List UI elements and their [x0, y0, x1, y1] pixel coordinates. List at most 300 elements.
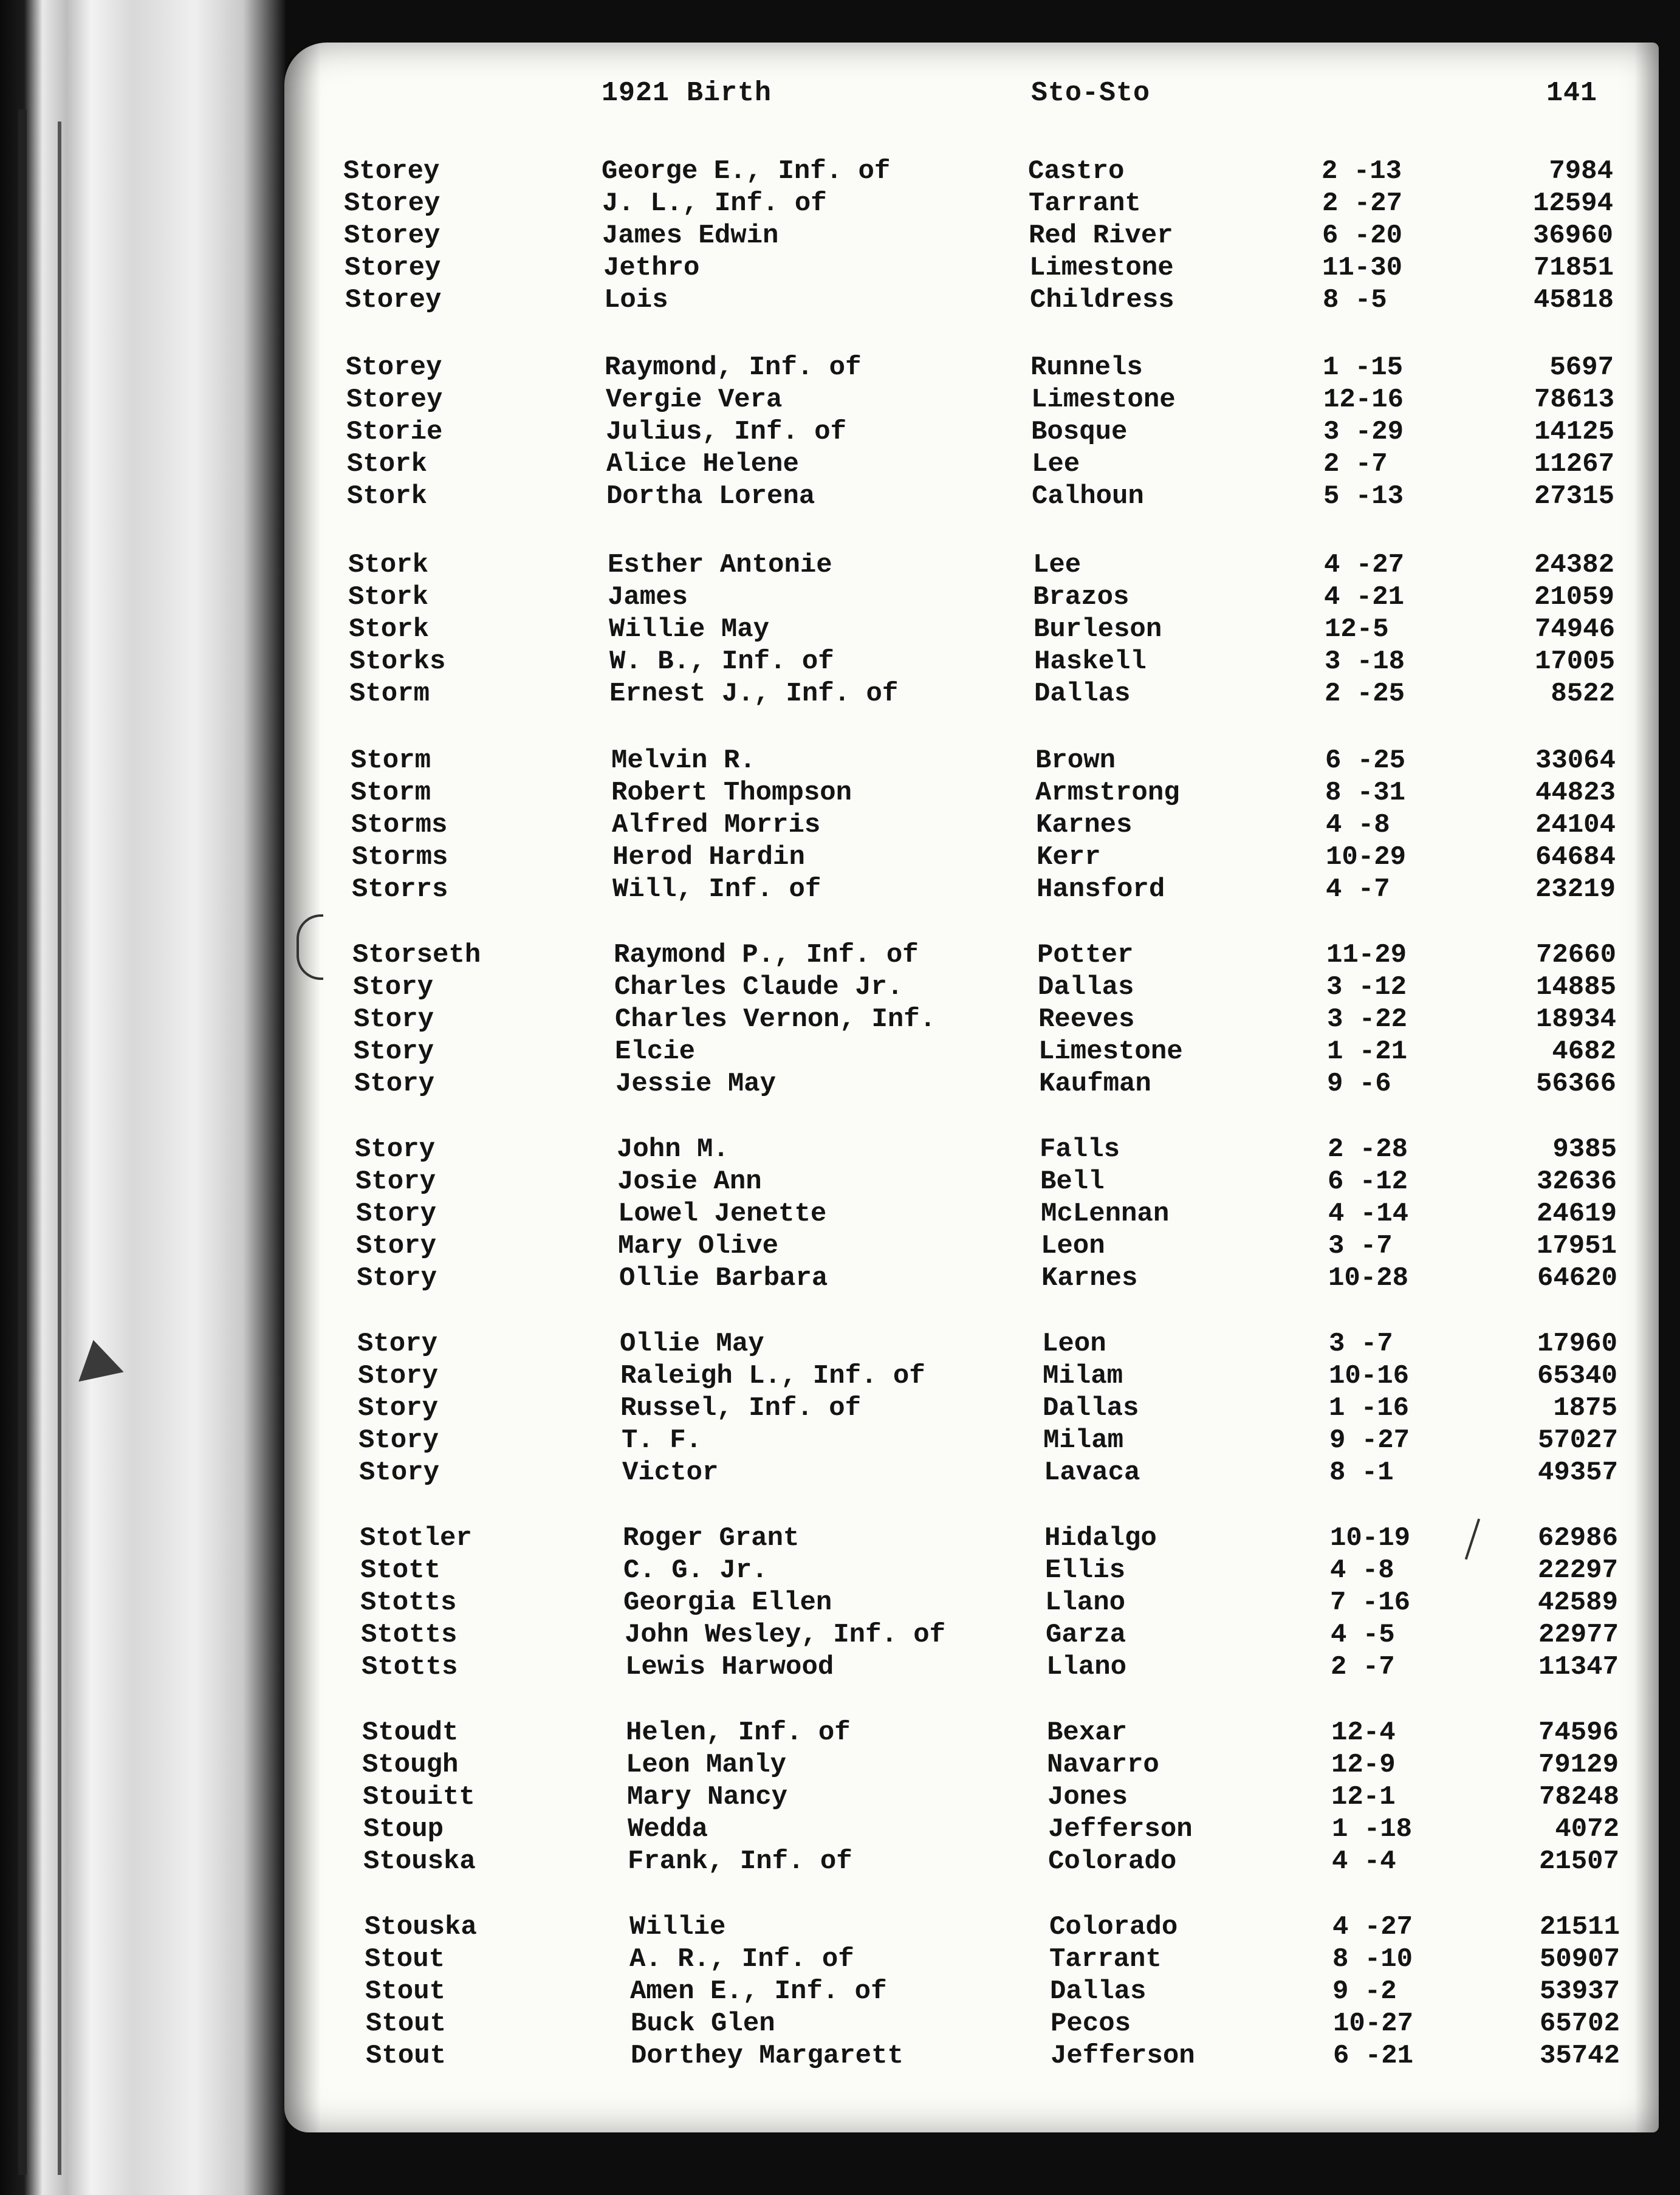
record-given-name: C. G. Jr. [623, 1555, 768, 1586]
header-range: Sto-Sto [1031, 78, 1151, 109]
record-county: Red River [1029, 221, 1173, 251]
record-row [0, 1651, 1680, 1683]
record-date: 9 -6 [1327, 1069, 1391, 1099]
record-county: Leon [1041, 1231, 1105, 1261]
record-row [0, 1586, 1680, 1619]
record-date: 4 -21 [1324, 582, 1405, 612]
record-county: Armstrong [1035, 778, 1180, 808]
record-certificate-number: 21059 [1534, 582, 1614, 612]
record-row [0, 1197, 1680, 1230]
record-surname: Stout [365, 1976, 446, 2007]
record-given-name: Ollie Barbara [619, 1263, 828, 1293]
record-row [0, 1230, 1680, 1262]
record-date: 4 -7 [1326, 874, 1390, 905]
record-county: Limestone [1031, 385, 1176, 415]
record-given-name: Elcie [615, 1036, 696, 1067]
record-county: Haskell [1034, 646, 1147, 677]
record-row [0, 1165, 1680, 1198]
record-given-name: Victor [622, 1457, 719, 1488]
record-given-name: Russel, Inf. of [620, 1393, 862, 1423]
record-surname: Story [357, 1263, 437, 1293]
record-surname: Story [359, 1457, 440, 1488]
record-certificate-number: 1875 [1553, 1393, 1617, 1423]
record-surname: Storey [346, 385, 443, 415]
record-surname: Stotts [360, 1587, 457, 1618]
record-county: Kaufman [1039, 1069, 1151, 1099]
record-surname: Stout [366, 2008, 447, 2039]
record-county: Colorado [1048, 1846, 1177, 1877]
record-row [0, 1360, 1680, 1392]
record-given-name: W. B., Inf. of [609, 646, 834, 677]
record-row [0, 284, 1680, 317]
record-given-name: Ernest J., Inf. of [609, 679, 899, 709]
record-row [0, 776, 1680, 809]
record-date: 11-30 [1322, 253, 1403, 283]
record-date: 12-4 [1331, 1717, 1396, 1748]
record-certificate-number: 42589 [1537, 1587, 1618, 1618]
record-date: 1 -21 [1327, 1036, 1408, 1067]
record-row [0, 841, 1680, 874]
record-given-name: John M. [617, 1134, 729, 1165]
record-certificate-number: 14125 [1534, 417, 1614, 447]
record-surname: Storey [344, 188, 441, 219]
record-certificate-number: 33064 [1535, 745, 1616, 776]
record-county: Jefferson [1051, 2041, 1195, 2071]
record-county: Navarro [1047, 1750, 1159, 1780]
record-date: 9 -27 [1329, 1425, 1410, 1456]
record-given-name: Josie Ann [617, 1166, 762, 1197]
record-row [0, 383, 1680, 416]
record-county: McLennan [1041, 1199, 1170, 1229]
record-row [0, 939, 1680, 971]
record-surname: Story [356, 1199, 437, 1229]
record-given-name: Ollie May [620, 1329, 764, 1359]
record-surname: Stork [348, 550, 429, 580]
record-row [0, 1975, 1680, 2008]
record-date: 6 -21 [1333, 2041, 1414, 2071]
record-given-name: Georgia Ellen [623, 1587, 832, 1618]
record-given-name: John Wesley, Inf. of [625, 1620, 946, 1650]
record-date: 6 -12 [1328, 1166, 1408, 1197]
record-county: Lavaca [1044, 1457, 1140, 1488]
record-county: Brazos [1033, 582, 1130, 612]
record-date: 2 -7 [1323, 449, 1388, 479]
record-surname: Storey [343, 156, 440, 187]
record-county: Runnels [1030, 352, 1143, 383]
record-date: 4 -8 [1330, 1555, 1394, 1586]
record-certificate-number: 64684 [1535, 842, 1616, 872]
record-given-name: Charles Claude Jr. [614, 972, 903, 1002]
record-date: 4 -5 [1331, 1620, 1395, 1650]
record-row [0, 1781, 1680, 1813]
record-certificate-number: 8522 [1551, 679, 1615, 709]
record-certificate-number: 22977 [1538, 1620, 1619, 1650]
record-certificate-number: 23219 [1535, 874, 1616, 905]
record-given-name: Alice Helene [606, 449, 799, 479]
record-certificate-number: 56366 [1535, 1069, 1616, 1099]
record-county: Tarrant [1029, 188, 1141, 219]
record-county: Brown [1035, 745, 1116, 776]
record-surname: Storm [351, 778, 431, 808]
record-surname: Story [356, 1231, 437, 1261]
record-certificate-number: 64620 [1537, 1263, 1617, 1293]
record-certificate-number: 78613 [1534, 385, 1614, 415]
record-date: 1 -16 [1329, 1393, 1410, 1423]
record-date: 9 -2 [1332, 1976, 1397, 2007]
record-certificate-number: 17951 [1536, 1231, 1617, 1261]
record-row [0, 1035, 1680, 1068]
record-certificate-number: 17960 [1537, 1329, 1617, 1359]
record-certificate-number: 5697 [1549, 352, 1614, 383]
record-surname: Story [358, 1425, 439, 1456]
record-date: 3 -18 [1325, 646, 1405, 677]
record-given-name: Dorthey Margarett [631, 2041, 903, 2071]
record-certificate-number: 17005 [1534, 646, 1615, 677]
record-county: Dallas [1050, 1976, 1147, 2007]
record-row [0, 1003, 1680, 1036]
record-date: 2 -25 [1325, 679, 1405, 709]
record-given-name: Leon Manly [626, 1750, 787, 1780]
record-date: 4 -4 [1332, 1846, 1396, 1877]
record-county: Llano [1046, 1652, 1127, 1682]
record-county: Castro [1028, 156, 1125, 187]
record-county: Jones [1047, 1782, 1128, 1812]
record-given-name: Vergie Vera [606, 385, 783, 415]
record-date: 2 -28 [1328, 1134, 1408, 1165]
record-certificate-number: 27315 [1534, 481, 1614, 512]
record-date: 10-27 [1333, 2008, 1414, 2039]
record-given-name: Dortha Lorena [606, 481, 815, 512]
record-county: Reeves [1038, 1004, 1135, 1035]
record-row [0, 351, 1680, 384]
record-given-name: Herod Hardin [612, 842, 805, 872]
record-date: 5 -13 [1323, 481, 1404, 512]
record-surname: Story [353, 972, 434, 1002]
record-row [0, 1327, 1680, 1360]
record-date: 2 -13 [1322, 156, 1402, 187]
record-given-name: Willie May [609, 614, 770, 645]
record-county: Jefferson [1048, 1814, 1193, 1844]
record-county: Milam [1043, 1361, 1123, 1391]
record-surname: Story [358, 1393, 439, 1423]
record-row [0, 1067, 1680, 1100]
record-given-name: Raymond P., Inf. of [614, 940, 919, 970]
record-county: Tarrant [1049, 1944, 1162, 1974]
record-date: 3 -7 [1328, 1231, 1393, 1261]
record-row [0, 187, 1680, 220]
record-surname: Stotler [360, 1523, 472, 1553]
record-given-name: Alfred Morris [612, 810, 821, 840]
record-surname: Story [358, 1361, 439, 1391]
record-given-name: A. R., Inf. of [629, 1944, 854, 1974]
record-date: 3 -12 [1326, 972, 1407, 1002]
record-given-name: Mary Olive [618, 1231, 779, 1261]
record-date: 6 -25 [1325, 745, 1406, 776]
record-date: 8 -5 [1323, 285, 1387, 315]
record-surname: Stott [360, 1555, 441, 1586]
record-given-name: T. F. [622, 1425, 702, 1456]
record-row [0, 252, 1680, 284]
record-surname: Stork [348, 582, 429, 612]
record-county: Hansford [1037, 874, 1165, 905]
record-county: Lee [1033, 550, 1082, 580]
record-row [0, 2007, 1680, 2040]
record-county: Bexar [1047, 1717, 1128, 1748]
record-date: 10-16 [1329, 1361, 1410, 1391]
record-row [0, 1133, 1680, 1166]
record-surname: Storey [345, 253, 441, 283]
record-row [0, 1845, 1680, 1878]
record-certificate-number: 21507 [1538, 1846, 1619, 1877]
record-row [0, 1554, 1680, 1587]
record-row [0, 873, 1680, 906]
record-given-name: Raleigh L., Inf. of [620, 1361, 925, 1391]
record-surname: Storms [352, 842, 448, 872]
record-date: 12-9 [1331, 1750, 1396, 1780]
record-date: 3 -7 [1329, 1329, 1393, 1359]
record-county: Dallas [1043, 1393, 1139, 1423]
record-given-name: Mary Nancy [627, 1782, 788, 1812]
record-date: 11-29 [1326, 940, 1407, 970]
record-county: Limestone [1038, 1036, 1183, 1067]
record-date: 6 -20 [1322, 221, 1403, 251]
record-surname: Storey [346, 352, 442, 383]
record-date: 3 -22 [1327, 1004, 1408, 1035]
record-surname: Storey [344, 221, 441, 251]
record-certificate-number: 62986 [1537, 1523, 1618, 1553]
record-surname: Storks [349, 646, 446, 677]
record-surname: Storm [349, 679, 430, 709]
record-certificate-number: 21511 [1539, 1912, 1620, 1942]
record-surname: Storseth [352, 940, 481, 970]
record-row [0, 1911, 1680, 1943]
record-row [0, 809, 1680, 841]
record-date: 4 -27 [1332, 1912, 1413, 1942]
record-row [0, 677, 1680, 710]
record-given-name: Buck Glen [631, 2008, 775, 2039]
record-certificate-number: 35742 [1539, 2041, 1620, 2071]
record-certificate-number: 71851 [1533, 253, 1614, 283]
record-surname: Stork [347, 481, 428, 512]
record-date: 12-16 [1323, 385, 1404, 415]
record-surname: Stoudt [362, 1717, 459, 1748]
record-date: 2 -7 [1331, 1652, 1395, 1682]
record-surname: Storrs [352, 874, 448, 905]
record-county: Karnes [1036, 810, 1133, 840]
record-date: 12-5 [1325, 614, 1389, 645]
record-county: Hidalgo [1044, 1523, 1157, 1553]
record-certificate-number: 4682 [1552, 1036, 1616, 1067]
record-county: Llano [1045, 1587, 1126, 1618]
record-date: 10-29 [1326, 842, 1407, 872]
record-date: 4 -27 [1324, 550, 1405, 580]
record-surname: Story [354, 1069, 435, 1099]
record-certificate-number: 57027 [1537, 1425, 1618, 1456]
record-row [0, 2039, 1680, 2072]
record-date: 2 -27 [1322, 188, 1403, 219]
record-certificate-number: 72660 [1535, 940, 1616, 970]
record-given-name: J. L., Inf. of [602, 188, 827, 219]
record-row [0, 613, 1680, 646]
record-row [0, 744, 1680, 777]
record-surname: Stork [349, 614, 430, 645]
record-date: 7 -16 [1330, 1587, 1411, 1618]
record-certificate-number: 9385 [1552, 1134, 1617, 1165]
record-certificate-number: 44823 [1535, 778, 1616, 808]
record-county: Bell [1040, 1166, 1105, 1197]
record-row [0, 1748, 1680, 1781]
record-date: 1 -15 [1323, 352, 1404, 383]
record-given-name: Julius, Inf. of [606, 417, 847, 447]
record-given-name: George E., Inf. of [602, 156, 891, 187]
record-date: 10-28 [1328, 1263, 1409, 1293]
record-given-name: Charles Vernon, Inf. [615, 1004, 936, 1035]
record-county: Colorado [1049, 1912, 1178, 1942]
record-certificate-number: 65702 [1539, 2008, 1620, 2039]
record-row [0, 1943, 1680, 1976]
record-county: Potter [1037, 940, 1134, 970]
record-date: 8 -1 [1329, 1457, 1394, 1488]
record-row [0, 1424, 1680, 1457]
record-surname: Storie [346, 417, 443, 447]
record-surname: Stoup [363, 1814, 444, 1844]
record-certificate-number: 49357 [1537, 1457, 1618, 1488]
record-surname: Stout [365, 1944, 445, 1974]
record-date: 3 -29 [1323, 417, 1404, 447]
record-surname: Stork [347, 449, 428, 479]
record-surname: Stouitt [363, 1782, 475, 1812]
record-date: 4 -14 [1328, 1199, 1409, 1229]
record-county: Milam [1043, 1425, 1124, 1456]
record-given-name: Raymond, Inf. of [605, 352, 862, 383]
header-page-number: 141 [1546, 78, 1598, 109]
record-certificate-number: 74946 [1534, 614, 1615, 645]
record-date: 12-1 [1331, 1782, 1396, 1812]
record-certificate-number: 78248 [1538, 1782, 1619, 1812]
record-given-name: Esther Antonie [608, 550, 832, 580]
record-surname: Story [355, 1134, 436, 1165]
record-certificate-number: 32636 [1536, 1166, 1617, 1197]
record-given-name: Lois [604, 285, 668, 315]
record-certificate-number: 79129 [1538, 1750, 1619, 1780]
record-given-name: Lowel Jenette [618, 1199, 827, 1229]
record-certificate-number: 74596 [1538, 1717, 1619, 1748]
record-given-name: James Edwin [602, 221, 779, 251]
record-county: Ellis [1045, 1555, 1126, 1586]
record-certificate-number: 22297 [1537, 1555, 1618, 1586]
record-county: Calhoun [1032, 481, 1144, 512]
record-given-name: Robert Thompson [611, 778, 852, 808]
record-certificate-number: 18934 [1535, 1004, 1616, 1035]
record-surname: Stouska [363, 1846, 476, 1877]
record-county: Dallas [1034, 679, 1131, 709]
record-row [0, 1392, 1680, 1425]
record-surname: Stouska [365, 1912, 477, 1942]
record-certificate-number: 7984 [1549, 156, 1613, 187]
record-county: Childress [1030, 285, 1174, 315]
record-county: Garza [1046, 1620, 1126, 1650]
record-surname: Storm [351, 745, 431, 776]
record-certificate-number: 4072 [1555, 1814, 1619, 1844]
record-certificate-number: 11267 [1534, 449, 1614, 479]
record-county: Bosque [1031, 417, 1128, 447]
record-given-name: Jessie May [615, 1069, 777, 1099]
record-row [0, 1618, 1680, 1651]
record-row [0, 1522, 1680, 1555]
record-surname: Story [354, 1004, 434, 1035]
record-surname: Storey [345, 285, 442, 315]
record-certificate-number: 36960 [1532, 221, 1613, 251]
record-certificate-number: 24104 [1535, 810, 1616, 840]
record-given-name: Will, Inf. of [612, 874, 821, 905]
header-year-type: 1921 Birth [602, 78, 772, 109]
record-row [0, 1262, 1680, 1295]
record-county: Pecos [1051, 2008, 1131, 2039]
record-county: Lee [1032, 449, 1080, 479]
record-surname: Story [354, 1036, 434, 1067]
record-row [0, 219, 1680, 252]
record-county: Karnes [1041, 1263, 1138, 1293]
record-given-name: Melvin R. [611, 745, 756, 776]
record-surname: Storms [351, 810, 448, 840]
record-row [0, 480, 1680, 513]
record-county: Leon [1042, 1329, 1106, 1359]
record-given-name: Lewis Harwood [625, 1652, 834, 1682]
record-row [0, 971, 1680, 1004]
record-row [0, 645, 1680, 678]
record-certificate-number: 50907 [1539, 1944, 1620, 1974]
record-date: 8 -31 [1325, 778, 1406, 808]
record-date: 4 -8 [1326, 810, 1390, 840]
record-certificate-number: 14885 [1535, 972, 1616, 1002]
record-county: Falls [1040, 1134, 1120, 1165]
record-row [0, 416, 1680, 448]
record-surname: Stout [366, 2041, 447, 2071]
record-row [0, 549, 1680, 581]
record-certificate-number: 11347 [1538, 1652, 1619, 1682]
record-row [0, 1456, 1680, 1489]
record-row [0, 1716, 1680, 1749]
record-given-name: James [608, 582, 688, 612]
record-given-name: Frank, Inf. of [628, 1846, 852, 1877]
record-certificate-number: 53937 [1539, 1976, 1620, 2007]
record-county: Kerr [1037, 842, 1101, 872]
record-certificate-number: 45818 [1533, 285, 1614, 315]
record-row [0, 155, 1680, 188]
record-given-name: Amen E., Inf. of [630, 1976, 887, 2007]
record-row [0, 448, 1680, 481]
record-county: Burleson [1034, 614, 1162, 645]
record-surname: Story [357, 1329, 438, 1359]
record-given-name: Roger Grant [623, 1523, 800, 1553]
record-row [0, 581, 1680, 614]
record-given-name: Helen, Inf. of [626, 1717, 851, 1748]
record-date: 8 -10 [1332, 1944, 1413, 1974]
record-given-name: Wedda [628, 1814, 708, 1844]
record-surname: Stotts [361, 1620, 458, 1650]
record-county: Limestone [1029, 253, 1174, 283]
record-surname: Stotts [362, 1652, 458, 1682]
record-surname: Story [355, 1166, 436, 1197]
record-surname: Stough [362, 1750, 459, 1780]
record-certificate-number: 24382 [1534, 550, 1614, 580]
record-given-name: Jethro [603, 253, 700, 283]
record-certificate-number: 65340 [1537, 1361, 1617, 1391]
record-date: 1 -18 [1332, 1814, 1413, 1844]
record-given-name: Willie [629, 1912, 726, 1942]
record-row [0, 1813, 1680, 1846]
record-certificate-number: 24619 [1536, 1199, 1617, 1229]
